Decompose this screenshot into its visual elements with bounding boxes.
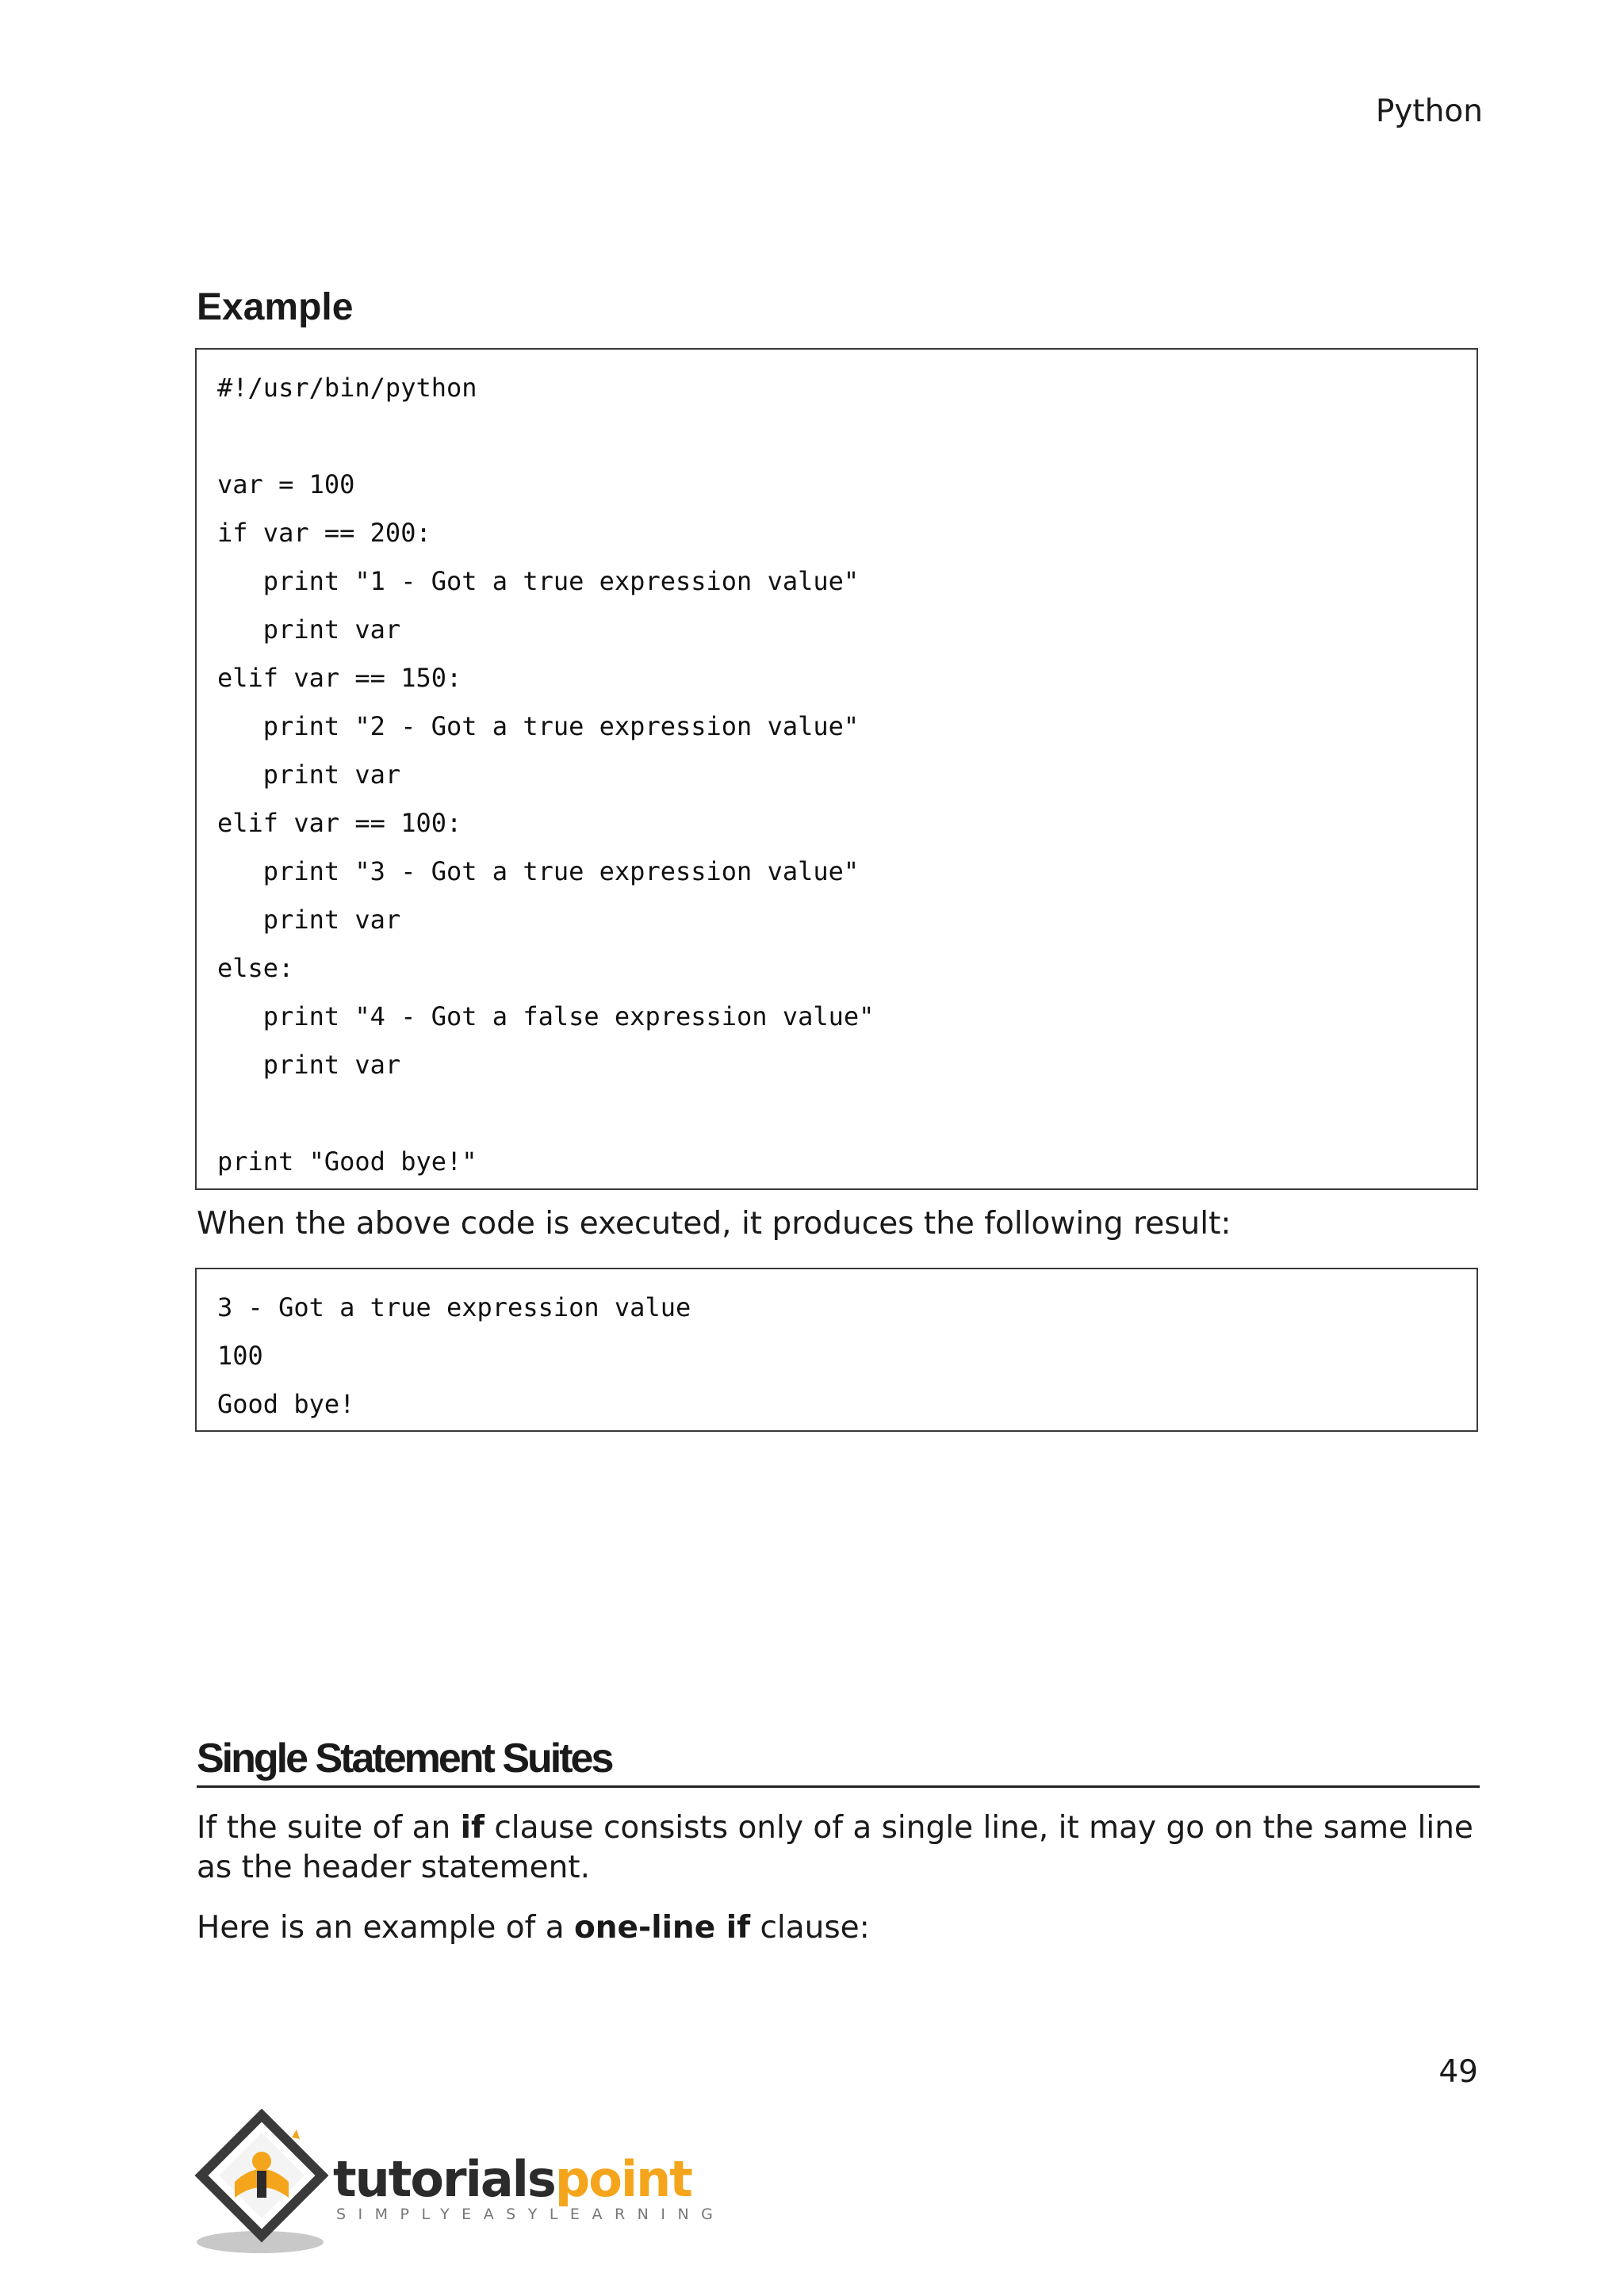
- code-line: var = 100: [217, 469, 355, 499]
- code-line: else:: [217, 953, 294, 983]
- logo-tagline: SIMPLYEASYLEARNING: [336, 2206, 726, 2223]
- code-line: print var: [217, 905, 401, 935]
- suite-paragraph: [197, 1808, 1481, 1888]
- code-line: elif var == 150:: [217, 663, 462, 693]
- section-heading: Single Statement Suites: [197, 1735, 1480, 1788]
- code-line: elif var == 100:: [217, 808, 462, 838]
- suite-keyword-if: if: [460, 1810, 485, 1846]
- page-number: 49: [1438, 2054, 1478, 2090]
- result-intro-text: When the above code is executed, it produces the following result:: [197, 1206, 1231, 1242]
- code-line: #!/usr/bin/python: [217, 373, 477, 403]
- code-line: print "Good bye!": [217, 1146, 477, 1177]
- running-header: Python: [1375, 94, 1483, 129]
- logo-word-point: point: [554, 2150, 691, 2208]
- suite-text-before: If the suite of an: [197, 1810, 461, 1846]
- code-block-program: [195, 348, 1478, 1190]
- code-line: print var: [217, 760, 401, 790]
- logo-word-tutorials: tutorials: [333, 2150, 555, 2208]
- code-line: print "1 - Got a true expression value": [217, 566, 860, 596]
- example-heading: Example: [197, 286, 354, 328]
- code-line: [217, 1089, 1456, 1138]
- code-line: [217, 412, 1456, 461]
- oneline-keyword: one-line if: [574, 1910, 751, 1946]
- code-line: print var: [217, 1050, 401, 1080]
- logo-wordmark: [333, 2150, 691, 2208]
- code-line: print var: [217, 614, 401, 645]
- code-block-output: [195, 1268, 1478, 1432]
- oneline-text-before: Here is an example of a: [197, 1910, 574, 1946]
- code-line: print "2 - Got a true expression value": [217, 711, 860, 741]
- suite-text-after: clause consists only of a single line, it may go on the same line as the header statement.: [197, 1810, 1473, 1885]
- code-line: print "3 - Got a true expression value": [217, 856, 860, 886]
- output-line: Good bye!: [217, 1389, 355, 1419]
- output-line: 3 - Got a true expression value: [217, 1292, 691, 1322]
- oneline-text-after: clause:: [750, 1910, 870, 1946]
- code-line: print "4 - Got a false expression value": [217, 1001, 875, 1031]
- code-line: if var == 200:: [217, 518, 431, 548]
- tutorialspoint-logo: [193, 2109, 726, 2260]
- output-line: 100: [217, 1341, 263, 1371]
- oneline-paragraph: [197, 1908, 1481, 1948]
- logo-emblem-icon: [193, 2109, 336, 2260]
